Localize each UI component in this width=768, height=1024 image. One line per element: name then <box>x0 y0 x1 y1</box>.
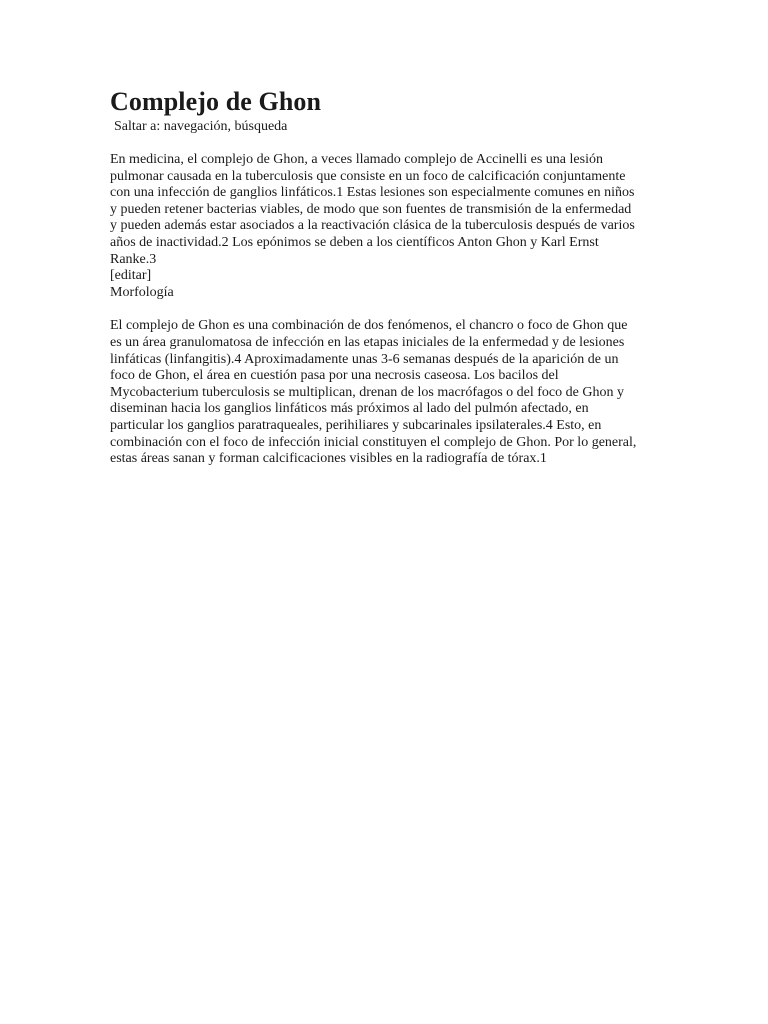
section-heading: Morfología <box>110 284 174 300</box>
intro-paragraph: En medicina, el complejo de Ghon, a veces llamado complejo de Accinelli es una lesión pulmonar causada en la tuberculosis que consiste en un foco de calcificación conjuntamente con una infección de ganglios linfáticos.1 Estas lesiones son especialmente comunes en niños y pueden retener bacterias viables, de modo que son fuentes de transmisión de la enfermedad y pueden además estar asociados a la reactivación clásica de la tuberculosis después de varios años de inactividad.2 Los epónimos se deben a los científicos Anton Ghon y Karl Ernst Ranke.3 <box>110 152 635 267</box>
edit-link[interactable]: [editar] <box>110 268 152 284</box>
jump-links[interactable]: Saltar a: navegación, búsqueda <box>114 119 288 134</box>
morphology-paragraph: El complejo de Ghon es una combinación de dos fenómenos, el chancro o foco de Ghon que es un área granulomatosa de infección en las etapas iniciales de la enfermedad y de lesiones linfáticas (linfangitis).4 Aproximadamente unas 3-6 semanas después de la aparición de un foco de Ghon, el área en cuestión pasa por una necrosis caseosa. Los bacilos del Mycobacterium tuberculosis se multiplican, drenan de los macrófagos o del foco de Ghon y diseminan hacia los ganglios linfáticos más próximos al lado del pulmón afectado, en particular los ganglios paratraqueales, perihiliares y subcarinales ipsilaterales.4 Esto, en combinación con el foco de infección inicial constituyen el complejo de Ghon. Por lo general, estas áreas sanan y forman calcificaciones visibles en la radiografía de tórax.1 <box>110 318 637 467</box>
page-title: Complejo de Ghon <box>110 87 322 116</box>
article <box>110 86 640 468</box>
